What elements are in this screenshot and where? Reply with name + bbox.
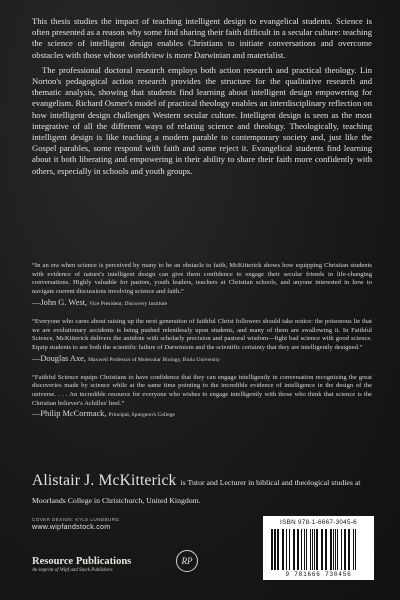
cover-design-credit: COVER DESIGN: KYLE LUNDBURG	[32, 517, 120, 522]
endorsement-attribution	[32, 298, 372, 309]
endorsement-axe	[32, 318, 372, 365]
publisher-imprint: An imprint of Wipf and Stock Publishers	[32, 568, 113, 573]
endorsement-attribution	[32, 409, 372, 420]
endorsement-quote: “In an era when science is perceived by many to be an obstacle to faith, McKitterick shows how equipping Christian students with evidence of nature's intelligent design can give them confidence to engage their secular friends in life-changing conversations. Highly valuable for pastors, youth leaders, teachers at Christian schools, and anyone interested in how to navigate current discussions involving science and faith.”	[32, 262, 372, 296]
endorser-title: Maxwell Professor of Molecular Biology, Biola University	[88, 356, 220, 363]
endorser-title: Principal, Spurgeon's College	[108, 412, 175, 419]
barcode-digits: 9 781666 730456	[285, 571, 352, 578]
endorsement-quote: “Faithful Science equips Christians to have confidence that they can engage intelligently in conversation recognizing the great discoveries made by science while at the same time pointing to the incredible evidence of intelligence in the design of the universe. . . . An incredible resource for everyone who wishes to engage intelligently with those who think that science is the Christian believer's Achilles' heel.”	[32, 373, 372, 407]
publisher-name: Resource Publications	[32, 556, 132, 567]
endorsement-quote: “Everyone who cares about raising up the next generation of faithful Christ followers should take notice: the poisonous lie that we are evolutionary accidents is being pushed relentlessly upon students, and many of them are swallowing it. In Faithful Science, McKitterick delivers the antidote with scholarly precision and pastoral wisdom—fight bad science with good science. Equip students to see both the scientific failure of Darwinism and the scientific certainty that they are intelligently designed.”	[32, 317, 372, 351]
author-name: Alistair J. McKitterick	[32, 472, 177, 489]
endorsement-west	[32, 262, 372, 309]
endorser-title: Vice President, Discovery Institute	[89, 300, 168, 307]
book-description	[32, 16, 372, 181]
barcode-bars-icon	[271, 529, 366, 570]
endorsement-mccormack	[32, 374, 372, 421]
logo-text: RP	[181, 556, 193, 566]
author-description: is Tutor and Lecturer in biblical and theological studies at Moorlands College in Christchurch, United Kingdom.	[32, 478, 361, 505]
description-paragraph-1: This thesis studies the impact of teaching intelligent design to evangelical students. Science is often presented as a reason why some find sharing their faith difficult in a secular culture: teaching the science of intelligent design enables Christians to initiate conversations and overcome obstacles with those whose worldview is more Darwinian and materialist.	[32, 16, 372, 60]
cover-credits	[32, 517, 212, 531]
endorser-name: —John G. West,	[32, 297, 88, 307]
endorser-name: —Douglas Axe,	[32, 353, 86, 363]
author-bio	[32, 472, 372, 508]
description-paragraph-2: The professional doctoral research employs both action research and practical theology. Lin Norton's pedagogical action research provides the structure for the qualitative research and thematic analysis, showing that students find learning about intelligent design empowering for evangelism. Richard Osmer's model of practical theology enables an interdisciplinary reflection on how intelligent design challenges Western secular culture. Intelligent design is seen as the most integrative of all the different ways of relating science and theology. Theologically, teaching intelligent design is like teaching a modern parable to contemporary society and, just like the Gospel parables, some respond with faith and some reject it. Evangelical students find learning about it both liberating and empowering in their ability to share their faith more confidently with others, especially in schools and youth groups.	[32, 64, 372, 176]
publisher-website: www.wipfandstock.com	[32, 524, 111, 531]
endorsements	[32, 262, 372, 429]
endorser-name: —Philip McCormack,	[32, 409, 107, 419]
isbn-barcode	[263, 516, 374, 580]
endorsement-attribution	[32, 354, 372, 365]
publisher-logo-icon	[176, 550, 198, 572]
isbn-label: ISBN 978-1-6667-3045-6	[280, 519, 357, 526]
